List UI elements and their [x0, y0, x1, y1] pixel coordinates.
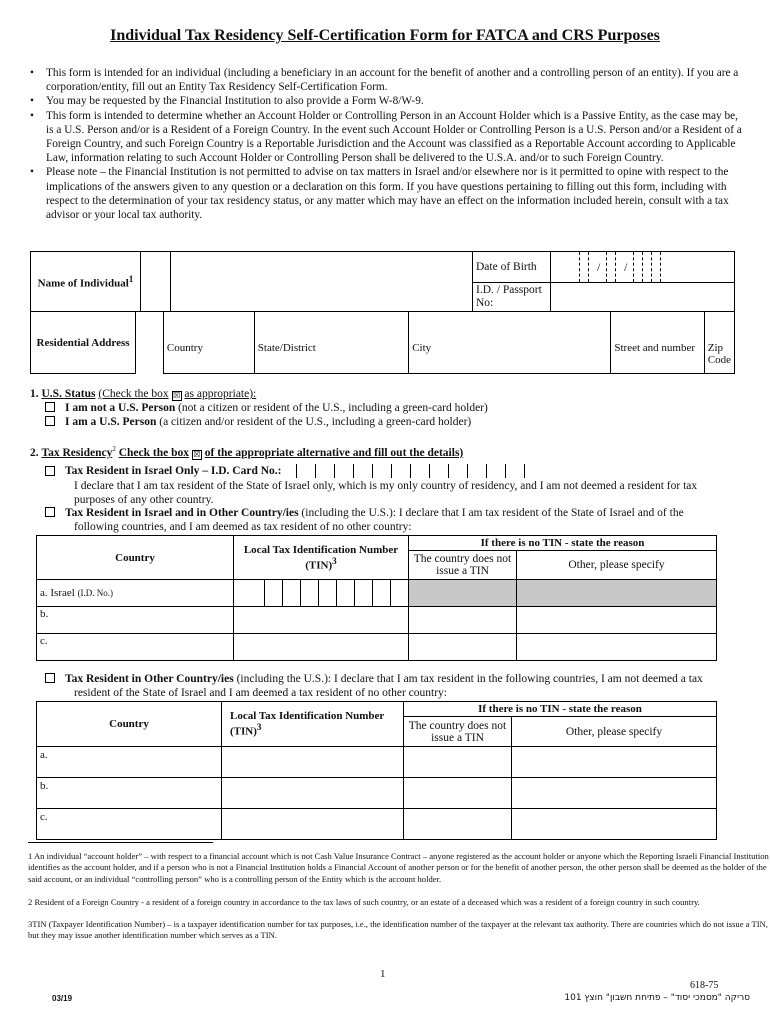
table-row: a.	[37, 747, 717, 778]
zip-input[interactable]	[704, 312, 734, 342]
no-tin-header: If there is no TIN - state the reason	[409, 536, 717, 551]
address-label: Residential Address	[31, 312, 136, 374]
instructions-list	[30, 66, 745, 222]
table-row: b.	[37, 607, 717, 634]
no-issue-input[interactable]	[404, 747, 512, 778]
other-input[interactable]	[517, 634, 717, 661]
form-code: 618-75	[690, 980, 719, 991]
name-input[interactable]	[171, 252, 473, 312]
page-title: Individual Tax Residency Self-Certification Form for FATCA and CRS Purposes	[110, 27, 660, 44]
state-input[interactable]	[254, 312, 408, 342]
street-caption: Street and number	[611, 342, 704, 374]
no-issue-input[interactable]	[404, 809, 512, 840]
tin-input[interactable]	[234, 607, 409, 634]
tin-header: Local Tax Identification Number (TIN)$^3$	[234, 536, 409, 580]
country-header: Country	[37, 536, 234, 580]
footnote-3: 3TIN (Taxpayer Identification Number) – is a taxpayer identification number for tax purposes, i.e., the identification number of the taxpayer at the relevant tax authority. There are countries which do not issue a TIN, but they may issue another identification number which serves as a TIN.	[28, 919, 768, 941]
footnote-1: 1 An individual “account holder” – with respect to a financial account which is not Cash Value Insurance Contract – anyone registered as the account holder or anyone which the Reporting Israeli Financial Institution identifies as the account holder, and if a person who is not a Financial Institution holds a Financial Account of another person or for the benefit of another person, the other person shall be deemed as the holder of the said account, or an individual “controlling person” who is a controlling person of the Entity which is the account holder.	[28, 851, 769, 884]
hebrew-footer: סריקה "מסמכי יסוד" – פתיחת חשבון" חוצץ 101	[564, 993, 750, 1003]
no-issue-input[interactable]	[409, 607, 517, 634]
page-number: 1	[380, 968, 386, 980]
table-row: c.	[37, 634, 717, 661]
identity-table	[30, 251, 735, 312]
us-person-checkbox[interactable]	[45, 416, 55, 426]
address-table	[30, 311, 735, 374]
israel-and-other-checkbox[interactable]	[45, 507, 55, 517]
us-status-section: 1. U.S. Status (Check the box ☒ as appropriate): I am not a U.S. Person (not a citizen or resident of the U.S., including a green-card holder) I am a U.S. Person (a citizen and/or resident of the U.S., including a green-card holder)	[30, 388, 488, 428]
passport-input[interactable]	[551, 283, 735, 312]
tin-input[interactable]	[222, 747, 404, 778]
other-input[interactable]	[517, 607, 717, 634]
list-item: • This form is intended to determine whether an Account Holder or Controlling Person in an Account Holder which is a Passive Entity, as the case may be, is a U.S. Person and/or is a Resident of a Foreign Country. In the event such Account Holder or Controlling Person is a U.S. Person and/or a Resident of a Foreign Country, and such Foreign Country is a Reportable Jurisdiction and the Account was classified as a Reportable Account according to Applicable Law, information relating to such Account Holder or Controlling Person shall be delivered to the U.S.A. and/or to such Foreign Country.	[30, 109, 745, 166]
other-country-option: Tax Resident in Other Country/ies (including the U.S.): I declare that I am tax resident in the following countries, I am not deemed a tax resident of the State of Israel and I am deemed a tax resident of no other country:	[45, 672, 710, 700]
no-issue-cell	[409, 580, 517, 607]
list-item: • Please note – the Financial Institution is not permitted to advise on tax matters in Israel and/or elsewhere nor is it permitted to opine with respect to the implications of the answers given to any question or a declaration on this form. If you have questions pertaining to filling out this form, including with respect to the determination of your tax residency status, or any matter which may have an effect on the information included herein, consult with a tax advisor or your local tax authority.	[30, 165, 745, 222]
form-date: 03/19	[52, 994, 73, 1003]
id-card-input[interactable]	[296, 464, 525, 478]
tin-input[interactable]	[234, 580, 409, 607]
zip-caption: Zip Code	[704, 342, 734, 374]
list-item: • You may be requested by the Financial Institution to also provide a Form W-8/W-9.	[30, 94, 745, 108]
name-label: Name of Individual$^1$	[31, 252, 141, 312]
other-input[interactable]	[512, 747, 717, 778]
city-caption: City	[409, 342, 611, 374]
tin-header: Local Tax Identification Number (TIN)$^3$	[222, 702, 404, 747]
other-header: Other, please specify	[517, 551, 717, 580]
no-issue-header: The country does not issue a TIN	[404, 717, 512, 747]
street-input[interactable]	[611, 312, 704, 342]
tin-input[interactable]	[222, 809, 404, 840]
footnote-divider	[28, 842, 213, 843]
israel-only-option: Tax Resident in Israel Only – I.D. Card No.: I declare that I am tax resident of the State of Israel only, which is my only country of residency, and I am not deemed a resident for tax purposes of any other country.	[45, 464, 710, 507]
country-header: Country	[37, 702, 222, 747]
dob-input[interactable]: / /	[551, 252, 735, 283]
name-input-cell[interactable]	[141, 252, 171, 312]
country-input[interactable]	[163, 312, 254, 342]
passport-label: I.D. / Passport No:	[473, 283, 551, 312]
state-caption: State/District	[254, 342, 408, 374]
other-input[interactable]	[512, 778, 717, 809]
no-tin-header: If there is no TIN - state the reason	[404, 702, 717, 717]
israel-and-other-option: Tax Resident in Israel and in Other Country/ies (including the U.S.): I declare that I am tax resident of the State of Israel and of the following countries, and I am deemed as tax resident of no other country:	[45, 506, 710, 534]
city-input[interactable]	[409, 312, 611, 342]
table-row: c.	[37, 809, 717, 840]
no-issue-input[interactable]	[404, 778, 512, 809]
us-status-heading: U.S. Status	[41, 388, 96, 400]
dob-label: Date of Birth	[473, 252, 551, 283]
table-row: a. Israel (I.D. No.)	[37, 580, 717, 607]
israel-only-checkbox[interactable]	[45, 466, 55, 476]
address-spacer	[136, 312, 164, 374]
list-item: • This form is intended for an individual (including a beneficiary in an account for the benefit of another and a controlling person of an entity). If you are a corporation/entity, fill out an Entity Tax Residency Self-Certification Form.	[30, 66, 745, 94]
no-issue-input[interactable]	[409, 634, 517, 661]
checkbox-icon: ☒	[172, 391, 181, 400]
country-caption: Country	[163, 342, 254, 374]
other-input[interactable]	[512, 809, 717, 840]
other-country-checkbox[interactable]	[45, 673, 55, 683]
other-header: Other, please specify	[512, 717, 717, 747]
tin-input[interactable]	[222, 778, 404, 809]
other-cell	[517, 580, 717, 607]
table-row: b.	[37, 778, 717, 809]
checkbox-icon: ☒	[193, 449, 201, 459]
residency-table-2	[36, 701, 717, 840]
no-issue-header: The country does not issue a TIN	[409, 551, 517, 580]
footnote-2: 2 Resident of a Foreign Country - a resident of a foreign country in accordance to the tax laws of such country, or an estate of a deceased which was a resident of a foreign country in such country.	[28, 897, 700, 907]
not-us-person-checkbox[interactable]	[45, 402, 55, 412]
residency-table-1	[36, 535, 717, 661]
tin-input[interactable]	[234, 634, 409, 661]
tax-residency-heading: 2. Tax Residency$^2$ Check the box ☒ of the appropriate alternative and fill out the details)	[30, 445, 464, 459]
